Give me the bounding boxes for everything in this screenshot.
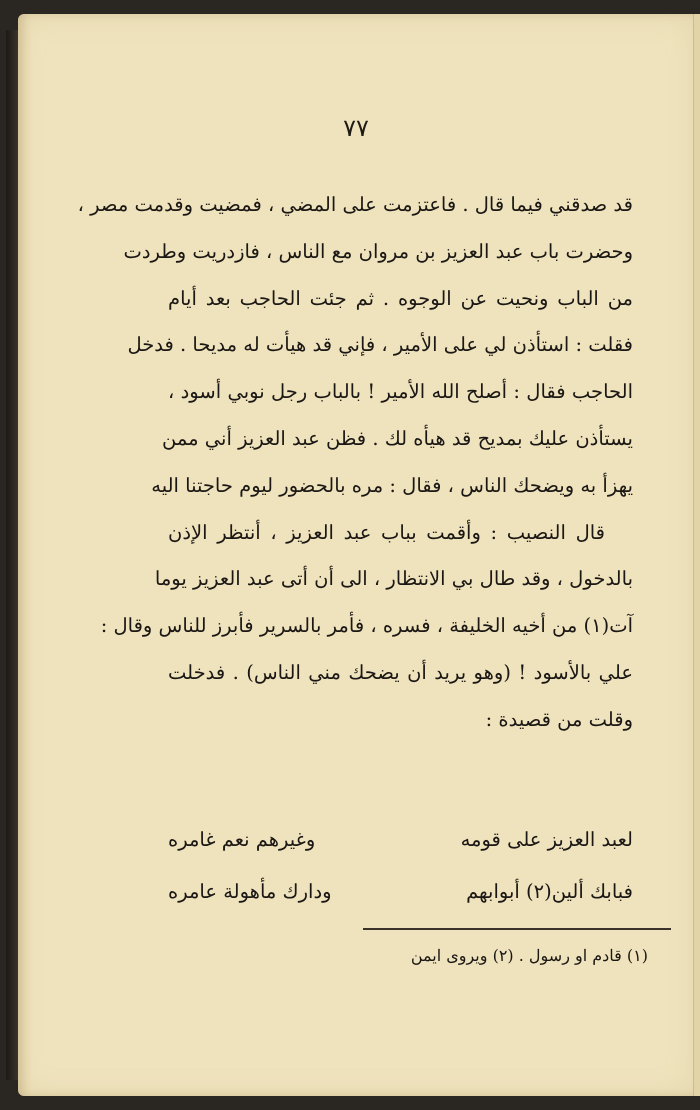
poem-verse	[168, 814, 633, 866]
text-line: الحاجب فقال : أصلح الله الأمير ! بالباب رجل نوبي أسود ،	[168, 380, 633, 404]
poem	[168, 814, 633, 918]
text-line: وقلت من قصيدة :	[485, 707, 633, 731]
book-spine	[6, 30, 18, 1080]
text-line: بالدخول ، وقد طال بي الانتظار ، الى أن أتى عبد العزيز يوما	[154, 567, 633, 591]
footnote: (١) قادم او رسول . (٢) ويروى ايمن	[410, 946, 648, 965]
poem-verse	[168, 866, 633, 918]
poem-hemistich-left: ودارك مأهولة عامره	[168, 880, 332, 903]
poem-hemistich-left: وغيرهم نعم غامره	[168, 828, 316, 851]
text-line: يستأذن عليك بمديح قد هيأه لك . فظن عبد العزيز أني ممن	[162, 426, 633, 450]
text-line: قال النصيب : وأقمت بباب عبد العزيز ، أنتظر الإذن	[168, 520, 605, 544]
text-line: آت(١) من أخيه الخليفة ، فسره ، فأمر بالسرير فأبرز للناس وقال :	[100, 614, 633, 638]
text-line: يهزأ به ويضحك الناس ، فقال : مره بالحضور ليوم حاجتنا اليه	[151, 473, 633, 497]
text-line: وحضرت باب عبد العزيز بن مروان مع الناس ، فازدريت وطردت	[123, 239, 633, 263]
poem-hemistich-right: فبابك ألين(٢) أبوابهم	[466, 880, 633, 903]
text-line: من الباب ونحيت عن الوجوه . ثم جئت الحاجب بعد أيام	[168, 286, 633, 310]
poem-hemistich-right: لعبد العزيز على قومه	[460, 828, 633, 851]
page-edge	[693, 14, 700, 1096]
page-number: ٧٧	[343, 114, 369, 142]
text-line: علي بالأسود ! (وهو يريد أن يضحك مني الناس) . فدخلت	[168, 660, 633, 684]
text-line: فقلت : استأذن لي على الأمير ، فإني قد هيأت له مديحا . فدخل	[127, 333, 633, 357]
footnote-divider	[363, 928, 671, 930]
text-line: قد صدقني فيما قال . فاعتزمت على المضي ، فمضيت وقدمت مصر ،	[77, 193, 633, 216]
body-text	[77, 182, 633, 744]
book-page	[18, 14, 694, 1096]
